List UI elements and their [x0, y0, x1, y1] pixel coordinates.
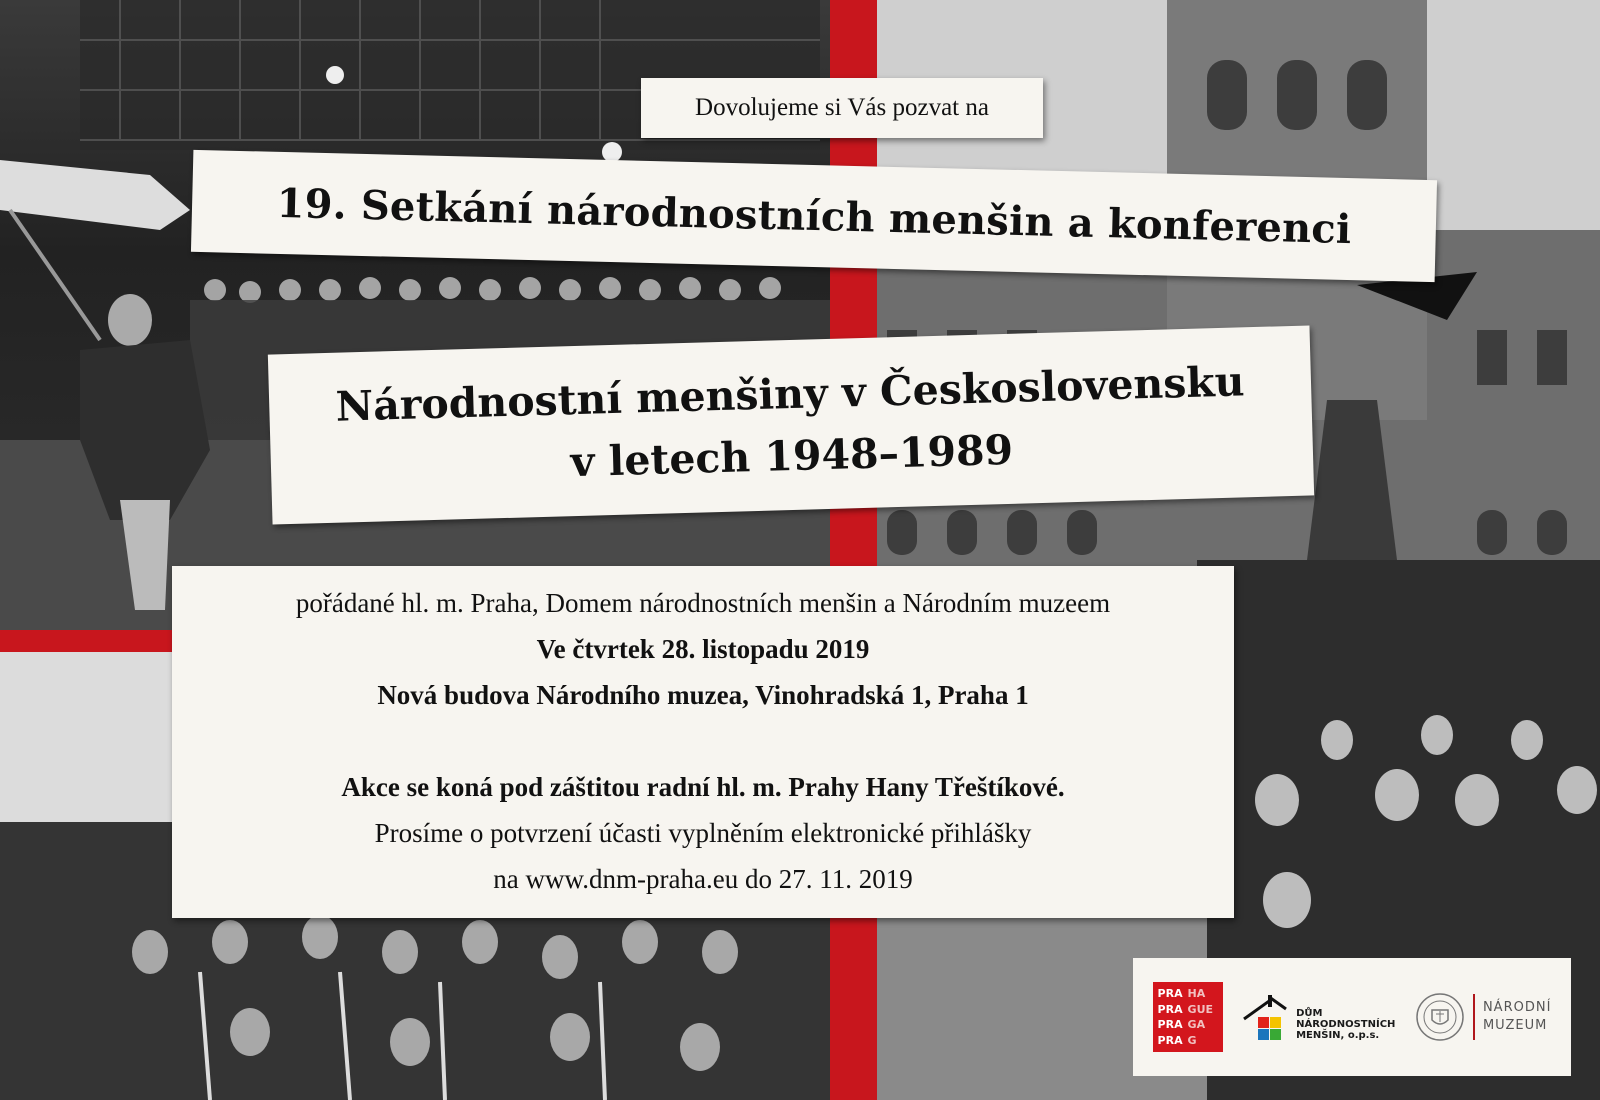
patronage-text: Akce se koná pod záštitou radní hl. m. Prahy Hany Třeštíkové.	[341, 772, 1065, 802]
praha-logo-cell: GUE	[1187, 1002, 1214, 1016]
praha-logo-cell: GA	[1187, 1018, 1206, 1031]
praha-logo-cell: PRA	[1157, 987, 1183, 1000]
spacer	[172, 718, 1234, 764]
dnm-wordmark	[1296, 1008, 1395, 1041]
organizers-text: pořádané hl. m. Praha, Domem národnostních menšin a Národním muzeem	[295, 588, 1111, 618]
nm-line: MUZEUM	[1482, 1018, 1548, 1033]
photo-museum-square	[877, 0, 1600, 1100]
praha-logo-cell: PRA	[1157, 1002, 1183, 1016]
nm-divider	[1473, 994, 1475, 1040]
museum-seal-icon	[1415, 992, 1465, 1042]
house-icon	[1242, 993, 1290, 1041]
invite-text: Dovolujeme si Vás pozvat na	[695, 94, 989, 121]
nm-line: NÁRODNÍ	[1482, 1000, 1552, 1015]
red-divider-horizontal	[0, 630, 180, 652]
dnm-line: DŮM	[1296, 1008, 1323, 1019]
narodni-muzeum-logo	[1415, 992, 1551, 1042]
event-date: Ve čtvrtek 28. listopadu 2019	[536, 634, 870, 664]
conference-title-line2: v letech 1948–1989	[570, 425, 1014, 487]
logo-strip	[1133, 958, 1571, 1076]
event-venue: Nová budova Národního muzea, Vinohradská 1, Praha 1	[377, 680, 1029, 710]
praha-logo-cell: PRA	[1157, 1018, 1183, 1031]
nm-wordmark	[1483, 999, 1551, 1035]
dnm-line: MENŠIN, o.p.s.	[1296, 1030, 1380, 1041]
conference-title-line1: Národnostní menšiny v Československu	[335, 357, 1246, 431]
dnm-line: NÁRODNOSTNÍCH	[1296, 1019, 1396, 1030]
invite-card	[641, 78, 1043, 138]
praha-logo	[1153, 982, 1223, 1052]
rsvp-link-text: na www.dnm-praha.eu do 27. 11. 2019	[493, 864, 913, 894]
info-card	[172, 566, 1234, 918]
event-title: 19. Setkání národnostních menšin a konferenci	[276, 179, 1352, 253]
praha-logo-cell: HA	[1187, 987, 1206, 1000]
rsvp-text: Prosíme o potvrzení účasti vyplněním elektronické přihlášky	[374, 818, 1032, 848]
praha-logo-cell: G	[1187, 1033, 1197, 1047]
praha-logo-cell: PRA	[1157, 1033, 1183, 1047]
subtitle-card	[268, 325, 1314, 524]
dnm-logo	[1242, 993, 1395, 1041]
